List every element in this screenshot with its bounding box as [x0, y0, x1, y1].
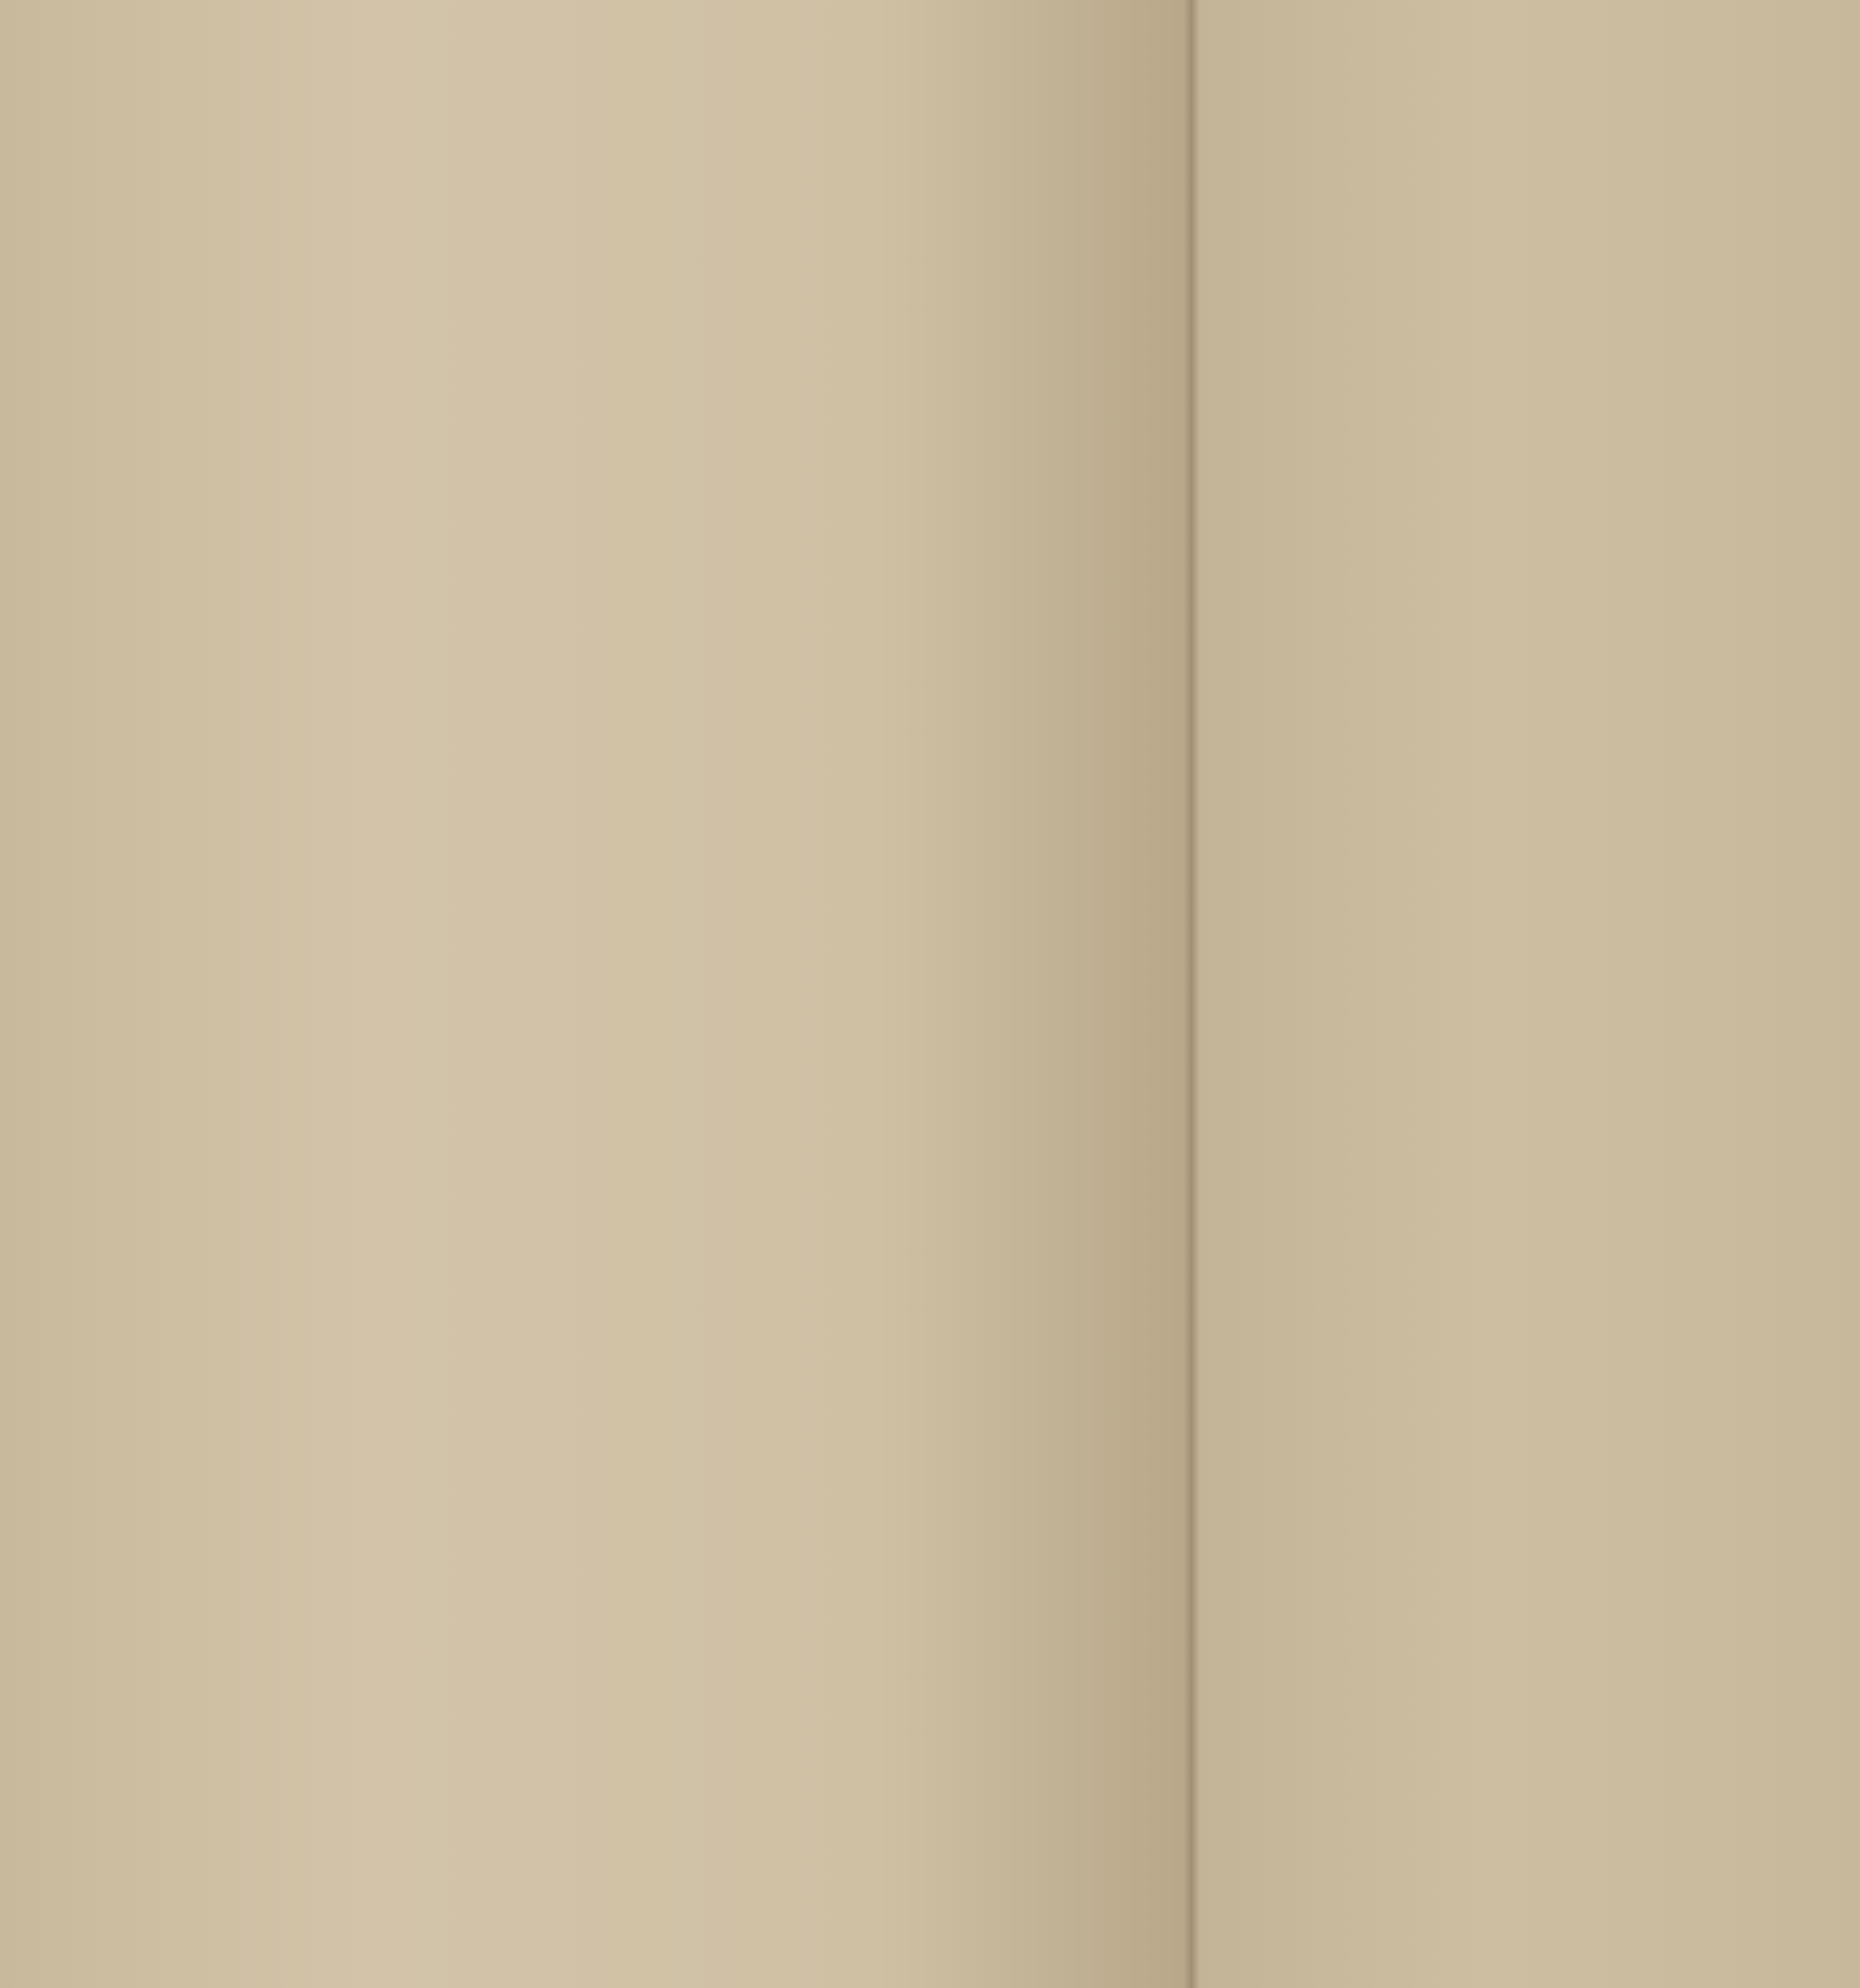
- sub-weiblich: [539, 423, 571, 516]
- sub-23: [1791, 423, 1825, 516]
- sub-geschieden: [828, 423, 848, 516]
- sub-verehelicht: [776, 423, 796, 516]
- sub-20: [1681, 423, 1715, 516]
- sub-17: [1469, 420, 1507, 518]
- header-col8: [1427, 104, 1687, 108]
- sub-16: [1427, 420, 1464, 518]
- sub-21: [1720, 423, 1754, 516]
- header-col3: [580, 104, 645, 108]
- header-col7: [1237, 121, 1414, 125]
- header-col6: [1017, 104, 1181, 108]
- sub-22: [1758, 423, 1791, 516]
- header-col4: [653, 104, 741, 108]
- sub-ledig: [751, 423, 772, 516]
- header-col2: [498, 104, 575, 108]
- sub-19: [1637, 420, 1674, 518]
- sub-maennlich: [503, 423, 535, 516]
- sub-preussisch: [1229, 423, 1261, 516]
- header-col1: [132, 104, 490, 108]
- header-col9: [1683, 104, 1827, 108]
- sub-verwittwet: [802, 423, 822, 516]
- header-col5: [751, 104, 1008, 108]
